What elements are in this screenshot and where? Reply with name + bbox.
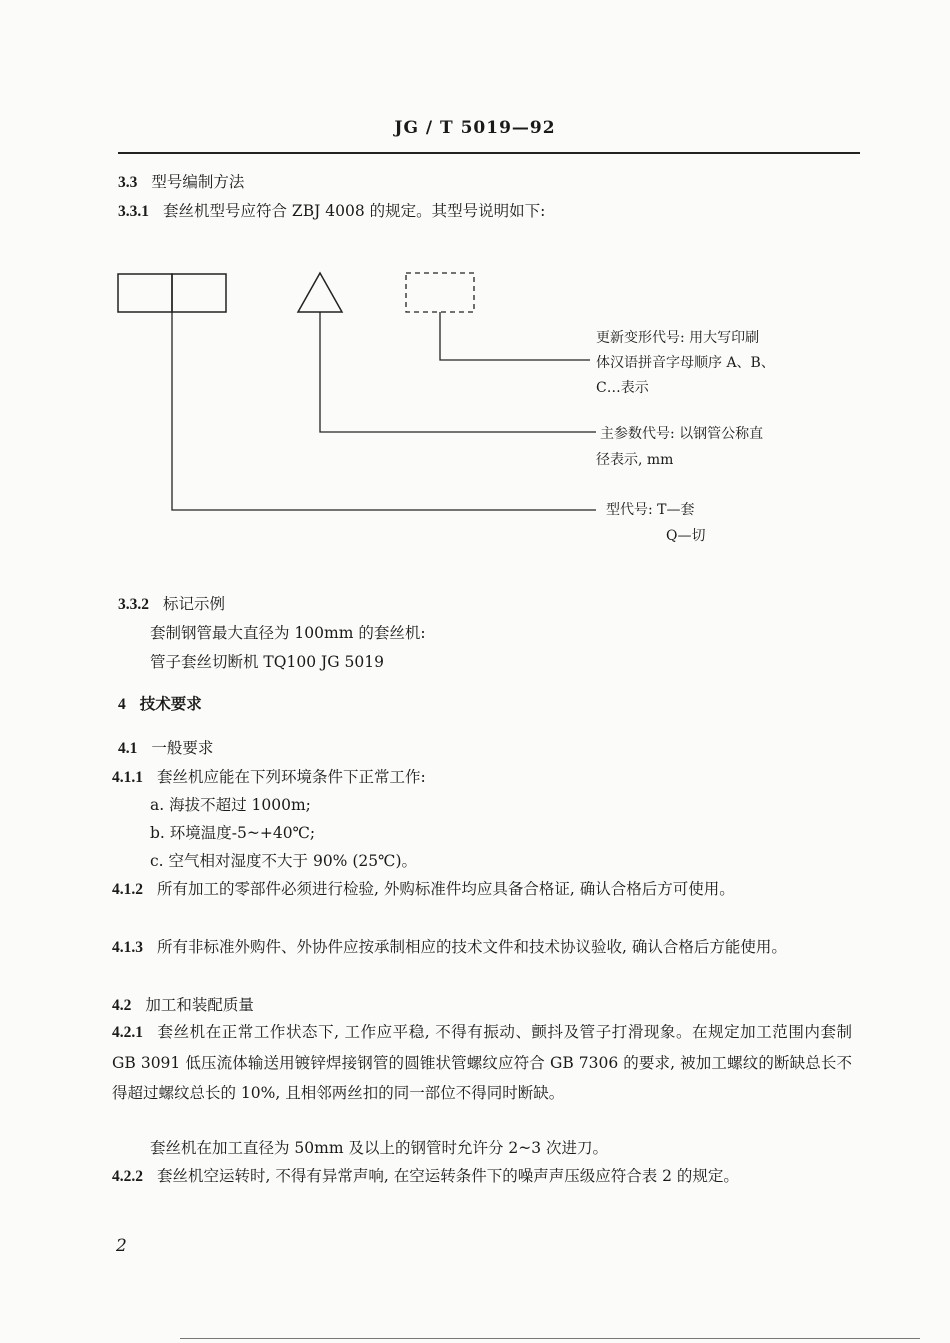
- type-code-box-1: [118, 274, 172, 312]
- page-bottom-rule: [180, 1338, 920, 1339]
- section-title: 型号编制方法: [151, 173, 245, 191]
- section-4-2-heading: [112, 995, 254, 1016]
- update-code-label-line-3: C…表示: [596, 380, 649, 396]
- section-number: 4.1.2: [112, 881, 143, 898]
- section-4-1-1-paragraph: [112, 767, 426, 788]
- type-code-label-line-2: Q—切: [666, 528, 706, 544]
- update-code-label-line-2: 体汉语拼音字母顺序 A、B、: [596, 355, 775, 371]
- type-code-label-line-1: 型代号: T—套: [606, 502, 695, 518]
- main-parameter-triangle: [298, 273, 342, 312]
- list-item: c. 空气相对湿度不大于 90% (25℃)。: [150, 852, 417, 870]
- section-number: 4.2.1: [112, 1024, 143, 1041]
- section-number: 3.3.2: [118, 596, 149, 613]
- main-parameter-label-line-1: 主参数代号: 以钢管公称直: [600, 426, 764, 442]
- section-number: 4.1.1: [112, 769, 143, 786]
- main-parameter-leader-line: [320, 312, 596, 432]
- section-4-1-2-paragraph: [112, 874, 852, 905]
- type-code-leader-line: [172, 312, 596, 510]
- list-item: a. 海拔不超过 1000m;: [150, 796, 311, 814]
- paragraph-text: 套丝机型号应符合 ZBJ 4008 的规定。其型号说明如下:: [163, 202, 546, 220]
- main-parameter-label-line-2: 径表示, mm: [596, 452, 674, 468]
- section-3-3-2-heading: [118, 594, 225, 615]
- section-title: 加工和装配质量: [145, 996, 254, 1014]
- marking-example-line-1: 套制钢管最大直径为 100mm 的套丝机:: [150, 624, 426, 642]
- section-number: 4.1.3: [112, 939, 143, 956]
- section-4-1-3-paragraph: [112, 932, 852, 963]
- section-number: 4.2: [112, 997, 132, 1014]
- paragraph-text: 所有非标准外购件、外协件应按承制相应的技术文件和技术协议验收, 确认合格后方能使用。: [157, 938, 787, 956]
- paragraph-text: 套丝机空运转时, 不得有异常声响, 在空运转条件下的噪声声压级应符合表 2 的规定。: [157, 1167, 739, 1185]
- marking-example-line-2: 管子套丝切断机 TQ100 JG 5019: [150, 653, 384, 671]
- section-number: 4.2.2: [112, 1168, 143, 1185]
- section-4-2-1-paragraph: [112, 1017, 852, 1108]
- page-number: 2: [116, 1236, 127, 1256]
- update-code-label-line-1: 更新变形代号: 用大写印刷: [596, 330, 760, 346]
- section-title: 一般要求: [151, 739, 214, 757]
- section-4-1-heading: [118, 738, 213, 759]
- update-code-leader-line: [440, 312, 590, 360]
- section-4-2-1-note: 套丝机在加工直径为 50mm 及以上的钢管时允许分 2~3 次进刀。: [150, 1139, 609, 1157]
- update-code-dashed-box: [406, 273, 474, 312]
- section-title: 标记示例: [163, 595, 226, 613]
- paragraph-text: 套丝机应能在下列环境条件下正常工作:: [157, 768, 426, 786]
- section-number: 3.3.1: [118, 203, 149, 220]
- standard-number-header: JG / T 5019—92: [394, 118, 556, 138]
- section-4-heading: [118, 694, 202, 715]
- section-4-2-2-paragraph: [112, 1161, 852, 1192]
- section-number: 3.3: [118, 174, 138, 191]
- type-code-box-2: [172, 274, 226, 312]
- model-code-diagram: [0, 0, 950, 600]
- section-number: 4.1: [118, 740, 138, 757]
- list-item: b. 环境温度-5~+40℃;: [150, 824, 316, 842]
- paragraph-text: 套丝机在正常工作状态下, 工作应平稳, 不得有振动、颤抖及管子打滑现象。在规定加工范围内套制 GB 3091 低压流体输送用镀锌焊接钢管的圆锥状管螺纹应符合 GB 7306 的要求, 被加工螺纹的断缺总长不得超过螺纹总长的 10%, 且相邻两丝扣的同一部位不得同时断缺。: [112, 1023, 852, 1102]
- paragraph-text: 所有加工的零部件必须进行检验, 外购标准件均应具备合格证, 确认合格后方可使用。: [157, 880, 735, 898]
- section-number: 4: [118, 696, 126, 713]
- section-title: 技术要求: [139, 694, 202, 713]
